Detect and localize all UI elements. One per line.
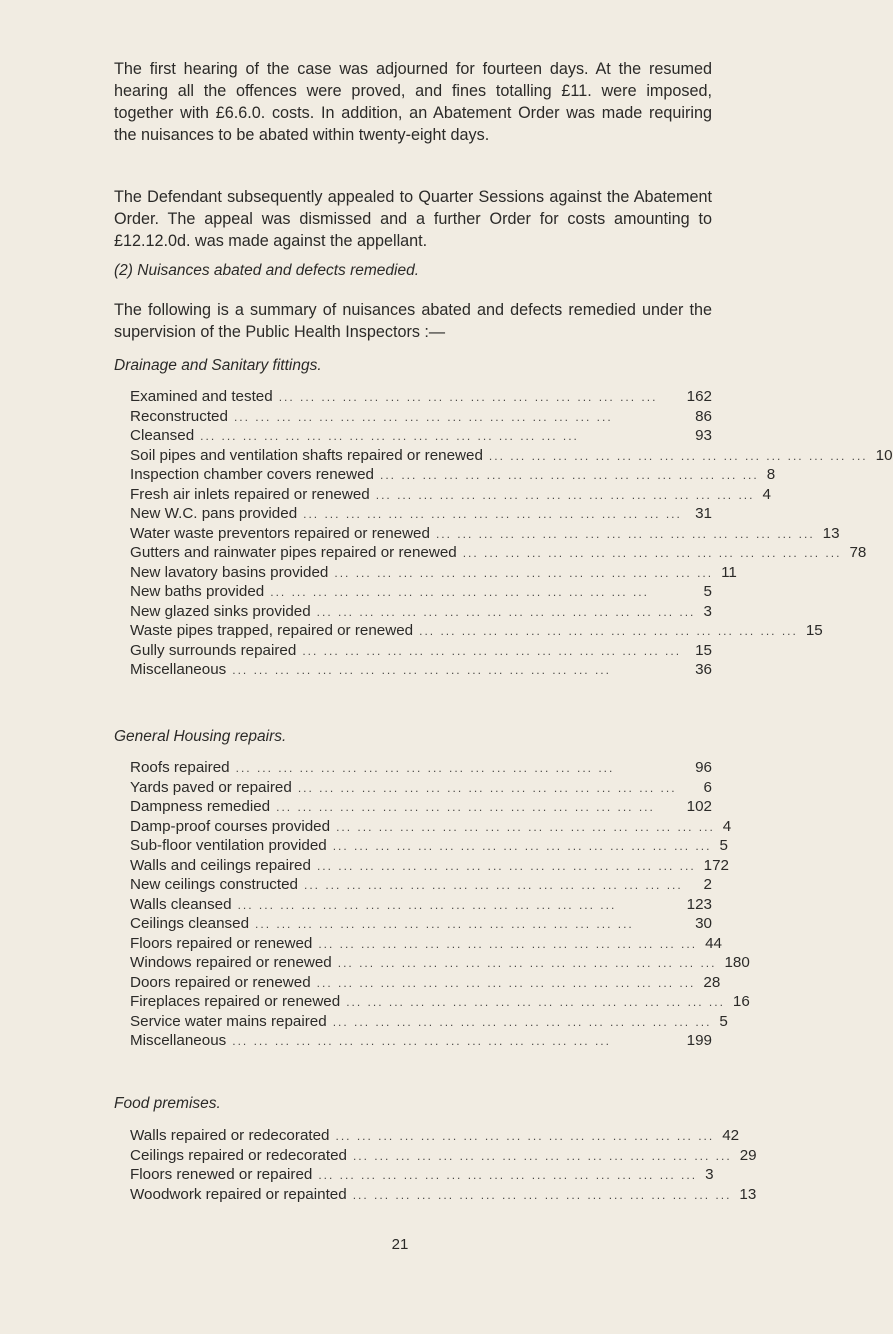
dot-leader: ... ... ... ... ... ... ... ... ... ... ... ... ... ... ... ... ... ... xyxy=(318,936,698,951)
row-value: 5 xyxy=(703,583,712,600)
dot-leader: ... ... ... ... ... ... ... ... ... ... ... ... ... ... ... ... ... ... xyxy=(332,1014,712,1029)
table-row xyxy=(130,563,737,583)
dot-leader: ... ... ... ... ... ... ... ... ... ... ... ... ... ... ... ... ... ... xyxy=(235,761,615,775)
table-row xyxy=(130,1165,712,1185)
table-row xyxy=(130,797,712,817)
table-row xyxy=(130,465,776,485)
summary-intro: The following is a summary of nuisances abated and defects remedied under the supervision of the Public Health Inspectors :— xyxy=(114,301,712,341)
dot-leader: ... ... ... ... ... ... ... ... ... ... ... ... ... ... ... ... ... ... xyxy=(316,858,696,873)
dot-leader: ... ... ... ... ... ... ... ... ... ... ... ... ... ... ... ... ... ... xyxy=(237,897,617,912)
row-label: Waste pipes trapped, repaired or renewed xyxy=(130,622,414,639)
table-row xyxy=(130,641,712,661)
dot-leader: ... ... ... ... ... ... ... ... ... ... ... ... ... ... ... ... ... ... xyxy=(346,995,725,1009)
dot-leader: ... ... ... ... ... ... ... ... ... ... ... ... ... ... ... ... ... ... xyxy=(332,839,712,853)
dot-leader: ... ... ... ... ... ... ... ... ... ... ... ... ... ... ... ... ... ... xyxy=(297,780,677,795)
table-row xyxy=(130,524,840,544)
dot-leader: ... ... ... ... ... ... ... ... ... ... ... ... ... ... ... ... ... ... xyxy=(303,507,682,521)
row-label: Damp-proof courses provided xyxy=(130,817,331,835)
table-row xyxy=(130,856,729,876)
row-label: New lavatory basins provided xyxy=(130,563,329,581)
table-row xyxy=(130,914,712,934)
row-label: Reconstructed xyxy=(130,407,228,425)
dot-leader: ... ... ... ... ... ... ... ... ... ... ... ... ... ... ... ... ... ... xyxy=(435,526,815,541)
row-value: 28 xyxy=(703,973,721,991)
table-row xyxy=(130,836,728,856)
dot-leader: ... ... ... ... ... ... ... ... ... ... ... ... ... ... ... ... ... ... xyxy=(335,1129,715,1143)
drainage-table xyxy=(130,387,893,680)
dot-leader: ... ... ... ... ... ... ... ... ... ... ... ... ... ... ... ... ... ... xyxy=(233,409,613,424)
row-label: Walls cleansed xyxy=(130,895,232,913)
row-label: Water waste preventors repaired or renewed xyxy=(130,524,430,542)
row-value: 199 xyxy=(686,1032,712,1049)
row-value: 3 xyxy=(705,1166,714,1183)
row-label: Floors renewed or repaired xyxy=(130,1166,313,1183)
row-value: 4 xyxy=(722,817,732,835)
row-value: 2 xyxy=(703,876,712,893)
row-value: 16 xyxy=(732,993,750,1010)
table-row xyxy=(130,1126,740,1146)
dot-leader: ... ... ... ... ... ... ... ... ... ... ... ... ... ... ... ... ... ... xyxy=(462,546,842,560)
row-label: New baths provided xyxy=(130,583,265,600)
dot-leader: ... ... ... ... ... ... ... ... ... ... ... ... ... ... ... ... ... ... xyxy=(336,819,715,834)
row-value: 15 xyxy=(695,641,712,659)
dot-leader: ... ... ... ... ... ... ... ... ... ... ... ... ... ... ... ... ... ... xyxy=(270,585,649,599)
row-value: 180 xyxy=(724,954,750,971)
row-label: Soil pipes and ventilation shafts repaired or renewed xyxy=(130,446,483,464)
dot-leader: ... ... ... ... ... ... ... ... ... ... ... ... ... ... ... ... ... ... xyxy=(318,1168,698,1182)
row-value: 3 xyxy=(703,602,712,620)
food-table xyxy=(130,1126,757,1204)
row-label: Ceilings cleansed xyxy=(130,915,250,932)
table-row xyxy=(130,504,712,524)
row-value: 11 xyxy=(721,563,737,581)
dot-leader: ... ... ... ... ... ... ... ... ... ... ... ... ... ... ... ... ... ... xyxy=(316,975,696,990)
table-row xyxy=(130,660,712,680)
row-label: Doors repaired or renewed xyxy=(130,973,311,991)
table-row xyxy=(130,1031,712,1051)
table-row xyxy=(130,426,712,446)
row-label: Fireplaces repaired or renewed xyxy=(130,993,341,1010)
row-value: 5 xyxy=(719,1012,728,1030)
row-value: 6 xyxy=(703,778,712,796)
row-label: Floors repaired or renewed xyxy=(130,934,313,952)
dot-leader: ... ... ... ... ... ... ... ... ... ... ... ... ... ... ... ... ... ... xyxy=(337,956,717,970)
table-row xyxy=(130,582,712,602)
table-row xyxy=(130,407,712,427)
dot-leader: ... ... ... ... ... ... ... ... ... ... ... ... ... ... ... ... ... ... xyxy=(488,448,868,463)
table-row xyxy=(130,1146,757,1166)
row-label: Gully surrounds repaired xyxy=(130,641,297,659)
table-row xyxy=(130,778,712,798)
row-label: Fresh air inlets repaired or renewed xyxy=(130,485,370,503)
row-value: 13 xyxy=(822,524,840,542)
row-value: 5 xyxy=(719,837,728,854)
row-label: Dampness remedied xyxy=(130,798,271,815)
table-row xyxy=(130,992,750,1012)
row-label: Examined and tested xyxy=(130,388,273,405)
table-row xyxy=(130,934,722,954)
row-value: 29 xyxy=(739,1146,757,1164)
row-label: Cleansed xyxy=(130,427,195,444)
row-label: New glazed sinks provided xyxy=(130,602,311,620)
group-heading-drainage: Drainage and Sanitary fittings. xyxy=(114,357,322,374)
row-value: 42 xyxy=(722,1127,740,1144)
row-value: 44 xyxy=(705,934,722,952)
table-row xyxy=(130,543,867,563)
row-value: 30 xyxy=(695,915,712,932)
table-row xyxy=(130,875,712,895)
section-heading: (2) Nuisances abated and defects remedied. xyxy=(114,262,420,279)
row-value: 102 xyxy=(686,798,712,815)
dot-leader: ... ... ... ... ... ... ... ... ... ... ... ... ... ... ... ... ... ... xyxy=(375,487,755,502)
page-number: 21 xyxy=(391,1236,409,1253)
row-label: Ceilings repaired or redecorated xyxy=(130,1146,347,1164)
row-value: 8 xyxy=(766,466,776,483)
row-label: Walls repaired or redecorated xyxy=(130,1127,330,1144)
dot-leader: ... ... ... ... ... ... ... ... ... ... ... ... ... ... ... ... ... ... xyxy=(419,624,798,638)
row-label: Service water mains repaired xyxy=(130,1012,327,1030)
row-value: 172 xyxy=(703,856,729,874)
table-row xyxy=(130,446,893,466)
table-row xyxy=(130,485,771,505)
row-label: Inspection chamber covers renewed xyxy=(130,466,374,483)
row-label: Windows repaired or renewed xyxy=(130,954,332,971)
paragraph-appeal: The Defendant subsequently appealed to Quarter Sessions against the Abatement Order. The appeal was dismissed and a further Order for costs amounting to £12.12.0d. was made against the appellant. xyxy=(114,188,712,250)
dot-leader: ... ... ... ... ... ... ... ... ... ... ... ... ... ... ... ... ... ... xyxy=(352,1187,732,1202)
row-label: Miscellaneous xyxy=(130,661,227,678)
row-label: Roofs repaired xyxy=(130,759,230,776)
row-label: New ceilings constructed xyxy=(130,876,298,893)
row-value: 93 xyxy=(695,427,712,444)
row-value: 78 xyxy=(849,544,867,561)
row-value: 86 xyxy=(695,407,712,425)
row-value: 36 xyxy=(695,661,712,678)
housing-table xyxy=(130,758,750,1051)
row-label: Sub-floor ventilation provided xyxy=(130,837,327,854)
table-row xyxy=(130,602,712,622)
dot-leader: ... ... ... ... ... ... ... ... ... ... ... ... ... ... ... ... ... ... xyxy=(278,390,658,404)
row-label: Miscellaneous xyxy=(130,1032,227,1049)
dot-leader: ... ... ... ... ... ... ... ... ... ... ... ... ... ... ... ... ... ... xyxy=(352,1148,732,1163)
dot-leader: ... ... ... ... ... ... ... ... ... ... ... ... ... ... ... ... ... ... xyxy=(302,643,682,658)
row-label: New W.C. pans provided xyxy=(130,505,298,522)
row-value: 162 xyxy=(686,388,712,405)
dot-leader: ... ... ... ... ... ... ... ... ... ... ... ... ... ... ... ... ... ... xyxy=(303,878,683,892)
dot-leader: ... ... ... ... ... ... ... ... ... ... ... ... ... ... ... ... ... ... xyxy=(276,800,655,814)
row-value: 13 xyxy=(739,1185,757,1203)
table-row xyxy=(130,895,712,915)
table-row xyxy=(130,1012,728,1032)
dot-leader: ... ... ... ... ... ... ... ... ... ... ... ... ... ... ... ... ... ... xyxy=(232,663,611,677)
dot-leader: ... ... ... ... ... ... ... ... ... ... ... ... ... ... ... ... ... ... xyxy=(232,1034,611,1048)
row-value: 10 xyxy=(875,446,893,464)
row-value: 31 xyxy=(695,505,712,522)
row-label: Woodwork repaired or repainted xyxy=(130,1185,347,1203)
row-value: 4 xyxy=(762,485,771,503)
group-heading-housing: General Housing repairs. xyxy=(114,728,287,745)
paragraph-hearing: The first hearing of the case was adjourned for fourteen days. At the resumed hearing all the offences were proved, and fines totalling £11. were imposed, together with £6.6.0. costs. In addition, an Abatement Order was made requiring the nuisances to be abated within twenty-eight days. xyxy=(114,60,712,144)
table-row xyxy=(130,953,750,973)
dot-leader: ... ... ... ... ... ... ... ... ... ... ... ... ... ... ... ... ... ... xyxy=(334,565,714,580)
row-label: Gutters and rainwater pipes repaired or renewed xyxy=(130,544,457,561)
row-value: 15 xyxy=(805,622,823,639)
group-heading-food: Food premises. xyxy=(114,1095,221,1112)
table-row xyxy=(130,621,823,641)
row-label: Walls and ceilings repaired xyxy=(130,856,311,874)
table-row xyxy=(130,817,732,837)
table-row xyxy=(130,1185,757,1205)
dot-leader: ... ... ... ... ... ... ... ... ... ... ... ... ... ... ... ... ... ... xyxy=(200,429,579,443)
row-label: Yards paved or repaired xyxy=(130,778,292,796)
table-row xyxy=(130,387,712,407)
table-row xyxy=(130,758,712,778)
table-row xyxy=(130,973,721,993)
row-value: 96 xyxy=(695,759,712,776)
dot-leader: ... ... ... ... ... ... ... ... ... ... ... ... ... ... ... ... ... ... xyxy=(255,917,634,931)
dot-leader: ... ... ... ... ... ... ... ... ... ... ... ... ... ... ... ... ... ... xyxy=(379,468,759,482)
dot-leader: ... ... ... ... ... ... ... ... ... ... ... ... ... ... ... ... ... ... xyxy=(316,604,696,619)
row-value: 123 xyxy=(686,895,712,913)
